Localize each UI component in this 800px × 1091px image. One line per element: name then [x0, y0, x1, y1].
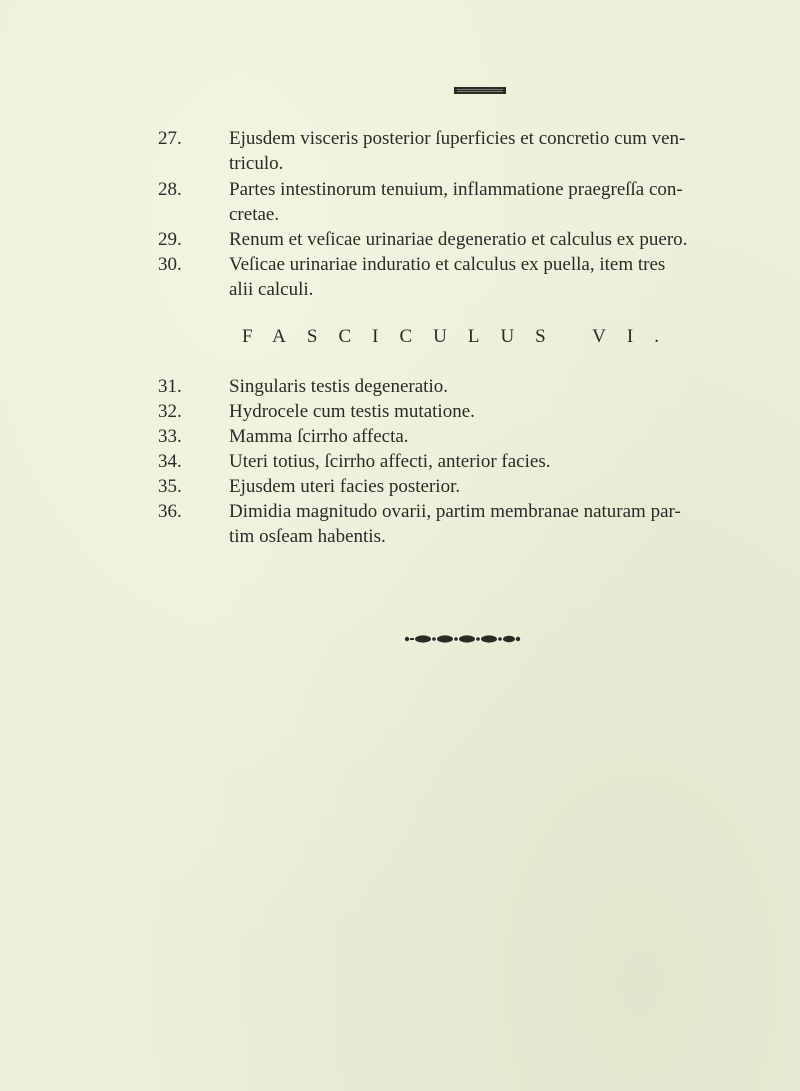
entry-text: Mamma ſcirrho affecta. — [229, 426, 409, 447]
ornament-chain-icon — [403, 633, 523, 645]
entry-number: 34. — [158, 451, 182, 472]
ornament-bar-icon — [454, 86, 506, 95]
entry-text: Ejusdem visceris posterior ſuperficies et concretio cum ven- — [229, 128, 686, 149]
entry-number: 36. — [158, 501, 182, 522]
entry-text: Uteri totius, ſcirrho affecti, anterior facies. — [229, 451, 551, 472]
entry-number: 29. — [158, 229, 182, 250]
entry-number: 32. — [158, 401, 182, 422]
entry-text: Singularis testis degeneratio. — [229, 376, 448, 397]
entry-text: Veſicae urinariae induratio et calculus ex puella, item tres — [229, 254, 666, 275]
entry-number: 30. — [158, 254, 182, 275]
entry-number: 33. — [158, 426, 182, 447]
entry-text-continued: triculo. — [229, 153, 284, 174]
entry-number: 27. — [158, 128, 182, 149]
entry-text: Renum et veſicae urinariae degeneratio et calculus ex puero. — [229, 229, 688, 250]
section-heading: FASCICULUS VI. — [242, 326, 680, 347]
entry-text: Ejusdem uteri facies posterior. — [229, 476, 461, 497]
entry-text-continued: cretae. — [229, 204, 280, 225]
entry-number: 35. — [158, 476, 182, 497]
entry-text: Dimidia magnitudo ovarii, partim membranae naturam par- — [229, 501, 681, 522]
entry-number: 31. — [158, 376, 182, 397]
entry-text-continued: tim osſeam habentis. — [229, 526, 386, 547]
entry-text-continued: alii calculi. — [229, 279, 314, 300]
entry-text: Hydrocele cum testis mutatione. — [229, 401, 475, 422]
entry-text: Partes intestinorum tenuium, inflammatione praegreſſa con- — [229, 179, 683, 200]
entry-number: 28. — [158, 179, 182, 200]
